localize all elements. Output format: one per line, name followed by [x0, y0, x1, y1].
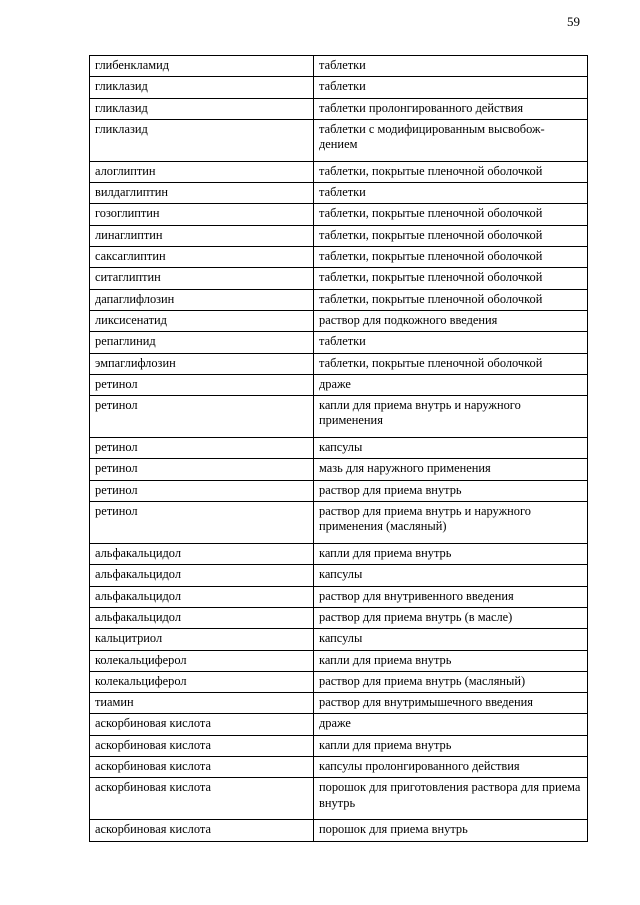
- substance-cell: репаглинид: [90, 332, 314, 353]
- table-row: [90, 374, 588, 395]
- table-row: [90, 480, 588, 501]
- page-number: 59: [567, 14, 580, 29]
- table-row: [90, 671, 588, 692]
- table-row: [90, 544, 588, 565]
- substance-cell: колекальциферол: [90, 671, 314, 692]
- dosage-form-cell: раствор для внутривенного введения: [314, 586, 588, 607]
- substance-cell: кальцитриол: [90, 629, 314, 650]
- substance-cell: ретинол: [90, 502, 314, 544]
- dosage-form-cell: таблетки, покрытые пленочной оболочкой: [314, 268, 588, 289]
- substance-cell: гликлазид: [90, 98, 314, 119]
- table-row: [90, 565, 588, 586]
- dosage-form-cell: таблетки пролонгированного действия: [314, 98, 588, 119]
- table-row: [90, 332, 588, 353]
- substance-cell: дапаглифлозин: [90, 289, 314, 310]
- dosage-form-cell: порошок для приема внутрь: [314, 820, 588, 841]
- table-row: [90, 757, 588, 778]
- substance-cell: аскорбиновая кислота: [90, 714, 314, 735]
- dosage-form-cell: капли для приема внутрь: [314, 650, 588, 671]
- table-row: [90, 268, 588, 289]
- table-row: [90, 225, 588, 246]
- dosage-form-cell: раствор для внутримышечного введения: [314, 693, 588, 714]
- table-row: [90, 77, 588, 98]
- substance-cell: тиамин: [90, 693, 314, 714]
- dosage-form-cell: мазь для наружного применения: [314, 459, 588, 480]
- dosage-form-cell: таблетки, покрытые пленочной оболочкой: [314, 225, 588, 246]
- substance-cell: ретинол: [90, 438, 314, 459]
- table-row: [90, 778, 588, 820]
- dosage-form-cell: таблетки, покрытые пленочной оболочкой: [314, 353, 588, 374]
- dosage-form-cell: драже: [314, 714, 588, 735]
- substance-cell: ретинол: [90, 459, 314, 480]
- dosage-form-cell: раствор для приема внутрь (в масле): [314, 607, 588, 628]
- substance-cell: аскорбиновая кислота: [90, 757, 314, 778]
- substance-cell: альфакальцидол: [90, 586, 314, 607]
- substance-cell: глибенкламид: [90, 56, 314, 77]
- dosage-form-cell: таблетки: [314, 183, 588, 204]
- table-row: [90, 693, 588, 714]
- substance-cell: альфакальцидол: [90, 565, 314, 586]
- dosage-form-cell: капли для приема внутрь: [314, 735, 588, 756]
- table-row: [90, 607, 588, 628]
- dosage-form-cell: таблетки, покрытые пленочной оболочкой: [314, 204, 588, 225]
- table-row: [90, 438, 588, 459]
- table-row: [90, 247, 588, 268]
- substance-cell: альфакальцидол: [90, 544, 314, 565]
- substance-cell: саксаглиптин: [90, 247, 314, 268]
- substance-cell: аскорбиновая кислота: [90, 735, 314, 756]
- dosage-form-cell: капли для приема внутрь: [314, 544, 588, 565]
- table-row: [90, 629, 588, 650]
- dosage-form-cell: капсулы пролонгированного действия: [314, 757, 588, 778]
- table-row: [90, 396, 588, 438]
- table-row: [90, 161, 588, 182]
- table-row: [90, 353, 588, 374]
- dosage-form-cell: таблетки: [314, 332, 588, 353]
- substance-cell: альфакальцидол: [90, 607, 314, 628]
- substance-cell: аскорбиновая кислота: [90, 778, 314, 820]
- table-row: [90, 119, 588, 161]
- substance-cell: ситаглиптин: [90, 268, 314, 289]
- substance-cell: эмпаглифлозин: [90, 353, 314, 374]
- dosage-form-cell: капсулы: [314, 438, 588, 459]
- substance-cell: линаглиптин: [90, 225, 314, 246]
- dosage-form-cell: таблетки с модифицированным высвобож-дением: [314, 119, 588, 161]
- dosage-form-cell: капли для приема внутрь и наружного применения: [314, 396, 588, 438]
- dosage-form-cell: таблетки, покрытые пленочной оболочкой: [314, 161, 588, 182]
- table-row: [90, 310, 588, 331]
- table-row: [90, 714, 588, 735]
- table-row: [90, 289, 588, 310]
- dosage-form-cell: порошок для приготовления раствора для приема внутрь: [314, 778, 588, 820]
- substance-cell: гозоглиптин: [90, 204, 314, 225]
- dosage-form-cell: таблетки, покрытые пленочной оболочкой: [314, 289, 588, 310]
- table-row: [90, 820, 588, 841]
- dosage-form-cell: драже: [314, 374, 588, 395]
- substance-cell: ликсисенатид: [90, 310, 314, 331]
- table-row: [90, 183, 588, 204]
- dosage-form-cell: раствор для приема внутрь и наружного применения (масляный): [314, 502, 588, 544]
- table-row: [90, 650, 588, 671]
- dosage-form-cell: капсулы: [314, 565, 588, 586]
- table-row: [90, 459, 588, 480]
- drug-table: [89, 55, 588, 842]
- dosage-form-cell: таблетки: [314, 56, 588, 77]
- substance-cell: вилдаглиптин: [90, 183, 314, 204]
- table-row: [90, 204, 588, 225]
- substance-cell: гликлазид: [90, 77, 314, 98]
- table-row: [90, 56, 588, 77]
- substance-cell: ретинол: [90, 480, 314, 501]
- dosage-form-cell: раствор для приема внутрь: [314, 480, 588, 501]
- table-row: [90, 586, 588, 607]
- substance-cell: ретинол: [90, 374, 314, 395]
- table-row: [90, 502, 588, 544]
- dosage-form-cell: капсулы: [314, 629, 588, 650]
- substance-cell: ретинол: [90, 396, 314, 438]
- substance-cell: гликлазид: [90, 119, 314, 161]
- dosage-form-cell: раствор для приема внутрь (масляный): [314, 671, 588, 692]
- dosage-form-cell: таблетки, покрытые пленочной оболочкой: [314, 247, 588, 268]
- substance-cell: алоглиптин: [90, 161, 314, 182]
- table-row: [90, 735, 588, 756]
- dosage-form-cell: раствор для подкожного введения: [314, 310, 588, 331]
- substance-cell: аскорбиновая кислота: [90, 820, 314, 841]
- table-row: [90, 98, 588, 119]
- dosage-form-cell: таблетки: [314, 77, 588, 98]
- substance-cell: колекальциферол: [90, 650, 314, 671]
